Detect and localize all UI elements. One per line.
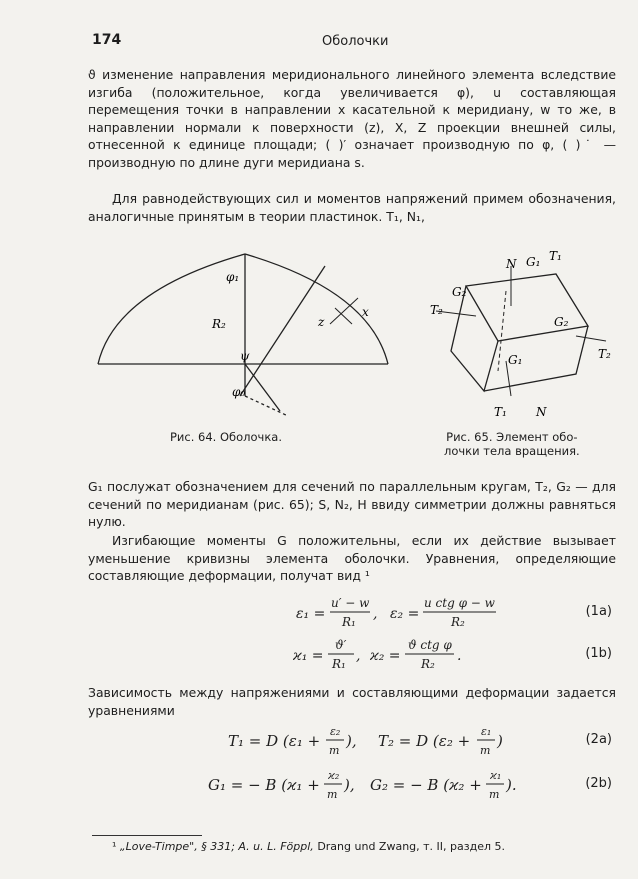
fig64-label-psi: ψ [240, 349, 250, 363]
footnote-ref-love: „Love-Timpe", § 331; [119, 840, 239, 853]
svg-text:G₁ = − B (ϰ₁ +: G₁ = − B (ϰ₁ + [208, 776, 320, 794]
equation-2b [88, 766, 616, 804]
equation-2b-number: (2b) [585, 776, 612, 791]
footnote-ref-title: Drang und Zwang, т. II, раздел 5. [317, 840, 505, 853]
footnote-divider [92, 835, 202, 836]
fig64-label-phi0: φ₀ [232, 385, 246, 399]
svg-text:R₁: R₁ [332, 657, 346, 671]
fig64-label-phi1: φ₁ [226, 270, 240, 284]
svg-text:T₂ = D (ε₂ +: T₂ = D (ε₂ + [378, 732, 471, 750]
fig64-label-z: z [318, 315, 325, 329]
svg-text:ϰ₂: ϰ₂ [328, 769, 340, 782]
figure-65-caption [444, 430, 580, 458]
paragraph-1 [88, 66, 616, 172]
fig64-label-x: x [362, 305, 369, 319]
svg-text:ϰ₁ =: ϰ₁ = [293, 648, 324, 664]
svg-text:m: m [489, 788, 500, 801]
fig65-label-G2-left: G₂ [452, 285, 467, 299]
svg-text:.: . [457, 648, 462, 664]
svg-text:ε₁: ε₁ [481, 725, 492, 738]
footnote-marker: ¹ [112, 840, 117, 853]
figure-65-caption-line1: Рис. 65. Элемент обо- [446, 430, 578, 444]
svg-text:ε₁ =: ε₁ = [296, 606, 326, 622]
equation-1a-formula [88, 594, 616, 632]
fig64-label-R2: R₂ [212, 317, 226, 331]
svg-text:),: ), [344, 776, 355, 794]
paragraph-3 [88, 478, 616, 531]
figures [90, 246, 615, 471]
svg-text:,: , [373, 606, 378, 622]
svg-text:,: , [356, 648, 361, 664]
svg-text:u′ − w: u′ − w [331, 596, 370, 610]
svg-text:T₁ = D (ε₁ +: T₁ = D (ε₁ + [228, 732, 321, 750]
paragraph-4 [88, 532, 616, 585]
svg-text:G₂ = − B (ϰ₂ +: G₂ = − B (ϰ₂ + [370, 776, 482, 794]
fig65-label-G2-right: G₂ [554, 315, 569, 329]
svg-text:R₂: R₂ [451, 615, 465, 629]
svg-text:m: m [329, 744, 340, 757]
equation-1b-number: (1b) [585, 646, 612, 661]
page-number: 174 [92, 32, 122, 48]
svg-text:R₁: R₁ [342, 615, 356, 629]
svg-text:ε₂: ε₂ [330, 725, 341, 738]
equation-2a-formula [88, 722, 616, 760]
paragraph-2-text: Для равнодействующих сил и моментов напряжений примем обозначения, аналогичные принятым в теории пластинок. T₁, N₁, [88, 191, 616, 224]
equation-2a [88, 722, 616, 760]
footnote [112, 840, 617, 853]
equation-2a-number: (2a) [585, 732, 612, 747]
svg-text:u ctg φ − w: u ctg φ − w [424, 596, 495, 610]
fig65-label-T1-bot: T₁ [494, 405, 507, 419]
paragraph-5-text: Зависимость между напряжениями и составляющими деформации задается уравнениями [88, 685, 616, 718]
svg-text:).: ). [506, 776, 517, 794]
paragraph-2 [88, 190, 616, 225]
fig65-label-T2-left: T₂ [430, 303, 443, 317]
equation-1a [88, 594, 616, 632]
footnote-ref-foppl: A. u. L. Föppl, [238, 840, 314, 853]
svg-text:ϑ′: ϑ′ [335, 638, 347, 652]
fig65-label-N-bot: N [536, 405, 547, 419]
svg-text:ε₂ =: ε₂ = [390, 606, 420, 622]
svg-text:ϰ₂ =: ϰ₂ = [370, 648, 401, 664]
fig65-label-N-top: N [506, 257, 517, 271]
fig65-label-G1-top: G₁ [526, 255, 541, 269]
paragraph-3-text: G₁ послужат обозначением для сечений по параллельным кругам, T₂, G₂ — для сечений по меридианам (рис. 65); S, N₂, H ввиду симметрии должны равняться нулю. [88, 479, 616, 530]
svg-text:R₂: R₂ [421, 657, 435, 671]
figure-65-element-diagram [426, 246, 616, 426]
svg-text:ϰ₁: ϰ₁ [490, 769, 502, 782]
figure-64-caption: Рис. 64. Оболочка. [170, 430, 282, 444]
svg-text:),: ), [346, 732, 357, 750]
fig65-label-T1-top: T₁ [549, 249, 562, 263]
svg-text:m: m [480, 744, 491, 757]
figure-64-shell-diagram [90, 246, 400, 426]
paragraph-5 [88, 684, 616, 719]
equation-1b [88, 636, 616, 674]
equation-2b-formula [88, 766, 616, 804]
fig65-label-T2-right: T₂ [598, 347, 611, 361]
page-header [92, 32, 612, 50]
paragraph-1-text: ϑ изменение направления меридионального линейного элемента вследствие изгиба (положительное, когда увеличивается φ), u составляющая перемещения точки в направлении x касательной к меридиану, w то же, в направлении нормали к поверхности (z), X, Z проекции внешней силы, отнесенной к единице площади; ( )′ означает производную по φ, ( )˙ — производную по длине дуги меридиана s. [88, 67, 616, 170]
equation-1b-formula [88, 636, 616, 674]
running-title: Оболочки [322, 34, 389, 49]
paragraph-4-text: Изгибающие моменты G положительны, если их действие вызывает уменьшение кривизны элемента оболочки. Уравнения, определяющие составляющие деформации, получат вид ¹ [88, 533, 616, 584]
svg-text:ϑ ctg φ: ϑ ctg φ [408, 638, 452, 652]
fig65-label-G1-mid: G₁ [508, 353, 523, 367]
figure-65-caption-line2: лочки тела вращения. [444, 444, 580, 458]
equation-1a-number: (1a) [585, 604, 612, 619]
svg-text:m: m [327, 788, 338, 801]
svg-text:): ) [497, 732, 503, 750]
